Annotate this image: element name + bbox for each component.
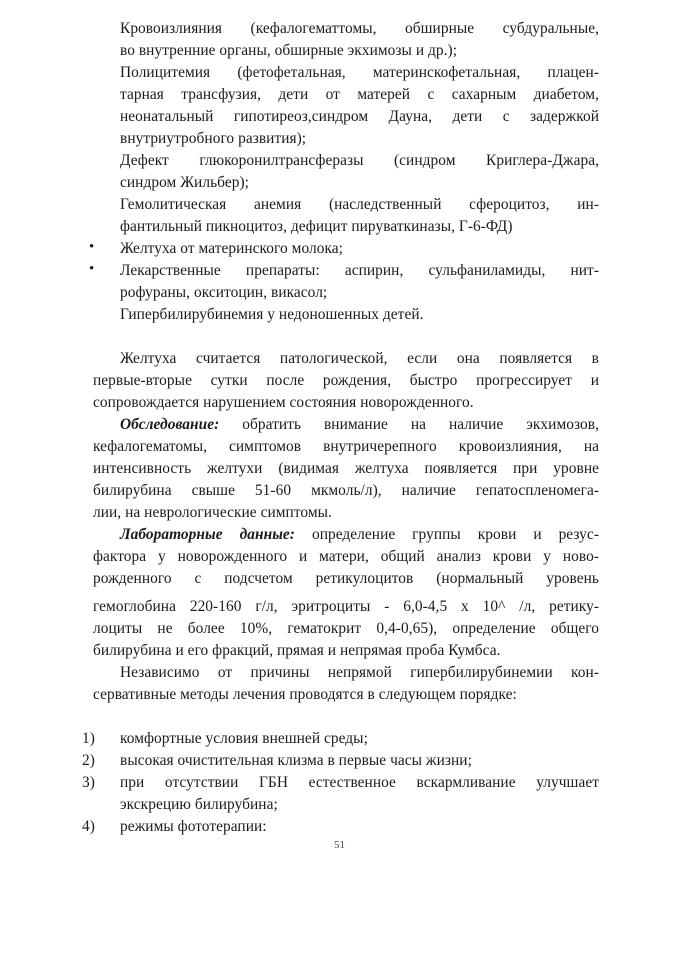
numbered-item-enema: высокая очистительная клизма в первые часы жизни; xyxy=(120,752,472,769)
heading-examination: Обследование: xyxy=(120,416,220,433)
list-item-polycythemia-line-1: Полицитемия (фетофетальная, материнскофетальная, плацен- xyxy=(120,64,599,81)
list-item-breast-milk-jaundice: Желтуха от материнского молока; xyxy=(120,240,343,257)
paragraph-lab-line-3: рожденного с подсчетом ретикулоцитов (нормальный уровень xyxy=(93,570,599,587)
heading-lab: Лабораторные данные: xyxy=(120,526,295,543)
lab-text: определение группы крови и резус- xyxy=(311,526,599,543)
paragraph-lab-line-1 xyxy=(120,525,599,544)
list-number: 2) xyxy=(82,752,95,769)
list-number: 4) xyxy=(82,818,95,835)
list-item-polycythemia-line-4: внутриутробного развития); xyxy=(120,130,307,147)
list-item-hemorrhages-line-1: Кровоизлияния (кефалогематтомы, обширные субдуральные, xyxy=(120,20,599,37)
paragraph-lab-line-6: билирубина и его фракций, прямая и непрямая проба Кумбса. xyxy=(93,642,501,659)
list-item-enzyme-defect-line-1: Дефект глюкоронилтрансферазы (синдром Криглера-Джара, xyxy=(120,152,599,169)
paragraph-lab-line-2: фактора у новорожденного и матери, общий анализ крови у ново- xyxy=(93,548,599,565)
list-item-hemorrhages-line-2: во внутренние органы, обширные экхимозы и др.); xyxy=(120,42,458,59)
paragraph-examination-line-4: билирубина свыше 51-60 мкмоль/л), наличие гепатоспленомега- xyxy=(93,482,599,499)
list-number: 1) xyxy=(82,730,95,747)
paragraph-pathological-line-3: сопровождается нарушением состояния новорожденного. xyxy=(93,394,474,411)
paragraph-pathological-line-1: Желтуха считается патологической, если она появляется в xyxy=(120,350,599,367)
numbered-item-feeding-line-1: при отсутствии ГБН естественное вскармливание улучшает xyxy=(120,774,599,791)
list-number: 3) xyxy=(82,774,95,791)
list-item-medications-line-2: рофураны, окситоцин, викасол; xyxy=(120,284,328,301)
paragraph-examination-line-2: кефалогематомы, симптомов внутричерепного кровоизлияния, на xyxy=(93,438,599,455)
paragraph-treatment-line-1: Независимо от причины непрямой гипербилирубинемии кон- xyxy=(120,664,599,681)
list-item-enzyme-defect-line-2: синдром Жильбер); xyxy=(120,174,249,191)
list-item-polycythemia-line-2: тарная трансфузия, дети от матерей с сахарным диабетом, xyxy=(120,86,599,103)
page-number: 51 xyxy=(334,839,345,851)
list-item-polycythemia-line-3: неонатальный гипотиреоз,синдром Дауна, дети с задержкой xyxy=(120,108,599,125)
paragraph-lab-line-4: гемоглобина 220-160 г/л, эритроциты - 6,0-4,5 х 10^ /л, ретику- xyxy=(93,598,599,615)
bullet-icon: • xyxy=(89,239,95,255)
paragraph-lab-line-5: лоциты не более 10%, гематокрит 0,4-0,65), определение общего xyxy=(93,620,599,637)
paragraph-treatment-line-2: сервативные методы лечения проводятся в следующем порядке: xyxy=(93,686,517,703)
paragraph-examination-line-3: интенсивность желтухи (видимая желтуха появляется при уровне xyxy=(93,460,599,477)
numbered-item-feeding-line-2: экскрецию билирубина; xyxy=(120,796,278,813)
paragraph-examination-line-5: лии, на неврологические симптомы. xyxy=(93,504,332,521)
numbered-item-phototherapy: режимы фототерапии: xyxy=(120,818,267,835)
paragraph-pathological-line-2: первые-вторые сутки после рождения, быстро прогрессирует и xyxy=(93,372,599,389)
list-item-hemolytic-anemia-line-1: Гемолитическая анемия (наследственный сфероцитоз, ин- xyxy=(120,196,599,213)
paragraph-examination-line-1 xyxy=(120,415,599,434)
bullet-icon: • xyxy=(89,261,95,277)
numbered-item-comfort: комфортные условия внешней среды; xyxy=(120,730,368,747)
list-item-premature-hyperbilirubinemia: Гипербилирубинемия у недоношенных детей. xyxy=(120,306,424,323)
examination-text: обратить внимание на наличие экхимозов, xyxy=(242,416,599,433)
list-item-medications-line-1: Лекарственные препараты: аспирин, сульфаниламиды, нит- xyxy=(120,262,599,279)
list-item-hemolytic-anemia-line-2: фантильный пикноцитоз, дефицит пируваткиназы, Г-6-ФД) xyxy=(120,218,513,235)
